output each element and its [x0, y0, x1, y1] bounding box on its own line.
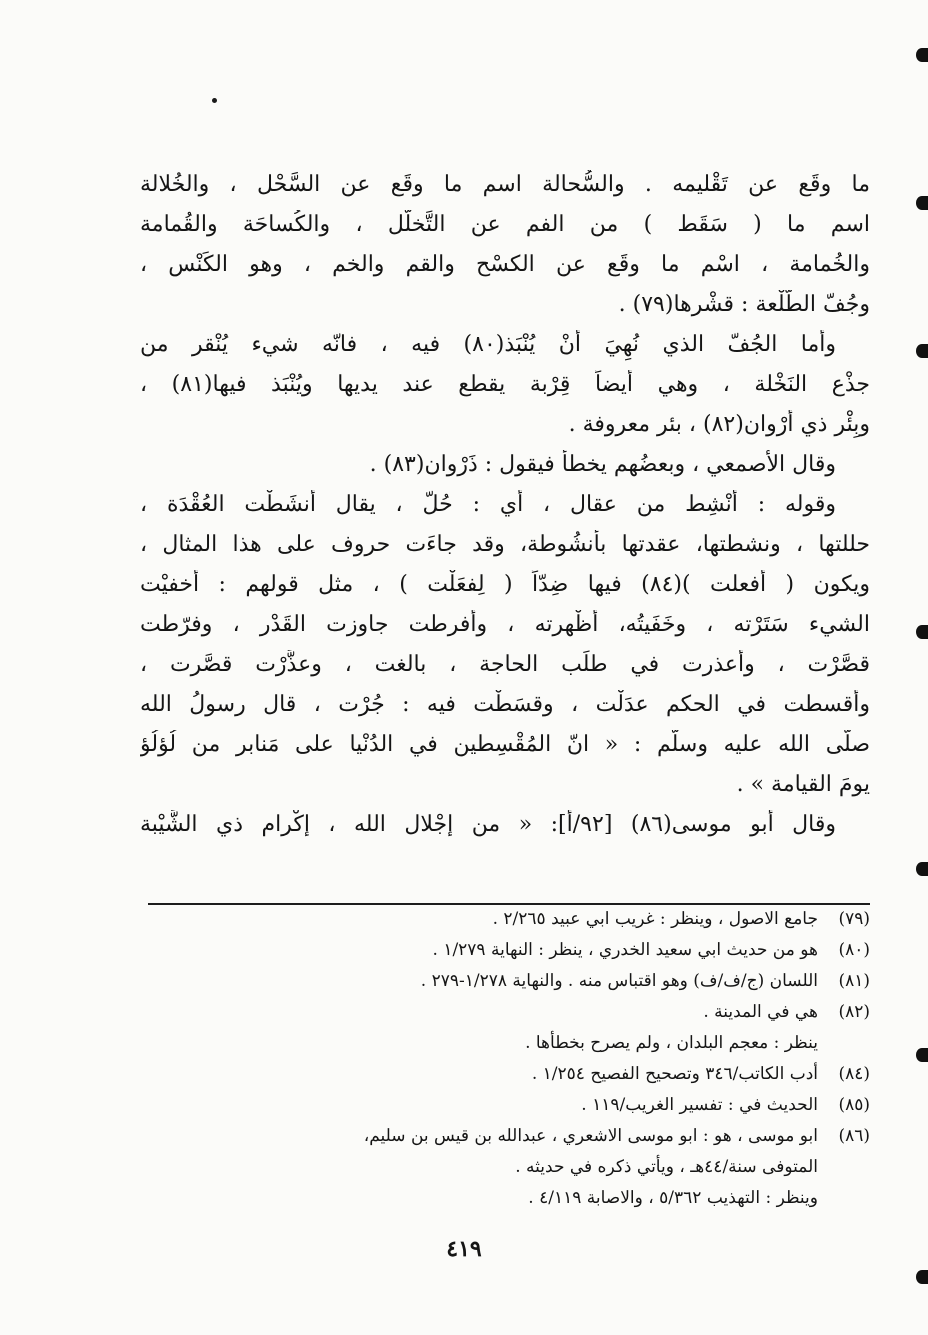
footnote — [150, 906, 870, 937]
footnote-number: (٨٢) — [838, 1002, 870, 1022]
footnote-text: ابو موسى ، هو : ابو موسى الاشعري ، عبدالله بن قيس بن سليم، — [363, 1126, 818, 1146]
footnote-continuation — [150, 1030, 870, 1061]
text-line: ما وقَع عن تَقْليمه . والسُّحالة اسم ما وقَع عن السَّحْل ، والخُلالة — [140, 172, 870, 197]
main-text — [140, 170, 870, 850]
text-line: يومَ القيامة » . — [736, 772, 870, 797]
text-line: اسم ما ( سَقَط ) من الفم عن التَّخلّل ، والكُساحَة والقُمامة — [140, 212, 870, 237]
text-line: وبِئْر ذي أَرْوان(٨٢) ، بئر معروفة . — [568, 412, 870, 437]
footnote-text: أدب الكاتب/٣٤٦ وتصحيح الفصيح ١/٢٥٤ . — [531, 1064, 818, 1084]
footnote-text: جامع الاصول ، وينظر : غريب ابي عبيد ٢/٢٦٥ . — [492, 909, 818, 929]
footnote — [150, 1092, 870, 1123]
edge-mark — [916, 48, 928, 62]
footnote-text: المتوفى سنة/٤٤هـ ، ويأتي ذكره في حديثه . — [515, 1157, 818, 1177]
edge-mark — [916, 862, 928, 876]
footnote-divider — [148, 903, 870, 905]
ink-speck — [212, 98, 217, 103]
text-line: وأقسطت في الحكم عدَلْت ، وقسَطْت فيه : جُرْت ، قال رسولُ الله — [140, 692, 870, 717]
footnote — [150, 968, 870, 999]
edge-mark — [916, 1270, 928, 1284]
footnote-text: اللسان (ج/ف/ف) وهو اقتباس منه . والنهاية ١/٢٧٨-٢٧٩ . — [420, 971, 818, 991]
text-line: جذْع النَخْلة ، وهي أيضاً قِرْبة يقطع عند يديها ويُنْبَذ فيها(٨١) ، — [140, 372, 870, 397]
footnote-number: (٨٥) — [838, 1095, 870, 1115]
edge-mark — [916, 1048, 928, 1062]
footnote-continuation — [150, 1185, 870, 1216]
footnote-text: ينظر : معجم البلدان ، ولم يصرح بخطأها . — [525, 1033, 818, 1053]
text-line: وجُفّ الطَّلْعة : قشْرها(٧٩) . — [618, 292, 870, 317]
text-line: الشيء سَتَرْته ، وخَفَيتُه، أظْهرته ، وأفرطت جاوزت القَدْر ، وفرّطت — [140, 612, 870, 637]
footnote-number: (٨٦) — [838, 1126, 870, 1146]
footnote-number: (٨١) — [838, 971, 870, 991]
text-line: وقوله : أُنْشِط من عقال ، أي : حُلّ ، يقال أَنشَطْت العُقْدَة ، — [140, 492, 836, 517]
footnotes — [150, 906, 870, 1216]
footnote-number: (٨٠) — [838, 940, 870, 960]
text-line: وقال أبو موسى(٨٦) [٩٢/أ]: « من إجْلال الله ، إكْرام ذي الشَّيْبة — [140, 812, 837, 837]
footnote-text: وينظر : التهذيب ٥/٣٦٢ ، والاصابة ٤/١١٩ . — [528, 1188, 818, 1208]
footnote-number: (٨٤) — [838, 1064, 870, 1084]
footnote — [150, 1123, 870, 1154]
text-line: حللتها ، ونشطتها، عقدتها بأُنشُوطة، وقد جاءَت حروف على هذا المثال ، — [140, 532, 870, 557]
text-line: والخُمامة ، اسْم ما وقَع عن الكسْح والقم والخم ، وهو الكَنْس ، — [140, 252, 870, 277]
footnote-text: هي في المدينة . — [703, 1002, 818, 1022]
footnote-continuation — [150, 1154, 870, 1185]
page-number: ٤١٩ — [446, 1236, 482, 1262]
edge-mark — [916, 196, 928, 210]
text-line: صلّى الله عليه وسلّم : « انّ المُقْسِطين في الدُنْيا على مَنابر من لُؤلُؤ — [140, 732, 870, 757]
text-line: وأما الجُفّ الذي نُهِيَ أنْ يُنْبَذ(٨٠) فيه ، فانّه شيء يُنْقر من — [140, 332, 836, 357]
edge-mark — [916, 344, 928, 358]
footnote — [150, 1061, 870, 1092]
footnote-text: الحديث في : تفسير الغريب/١١٩ . — [581, 1095, 818, 1115]
edge-mark — [916, 625, 928, 639]
footnote — [150, 937, 870, 968]
text-line: قصَّرْت ، وأعذرت في طلَب الحاجة ، بالغت ، وعذَّرْت قصَّرت ، — [140, 652, 870, 677]
text-line: وقال الأصمعي ، وبعضُهم يخطأ فيقول : ذَرْوان(٨٣) . — [369, 452, 836, 477]
footnote — [150, 999, 870, 1030]
footnote-number: (٧٩) — [838, 909, 870, 929]
footnote-text: هو من حديث ابي سعيد الخدري ، ينظر : النهاية ١/٢٧٩ . — [432, 940, 818, 960]
text-line: ويكون ( أفعلت )(٨٤) فيها ضِدّاً ( لِفعَلْت ) ، مثل قولهم : أخفيْت — [140, 572, 870, 597]
